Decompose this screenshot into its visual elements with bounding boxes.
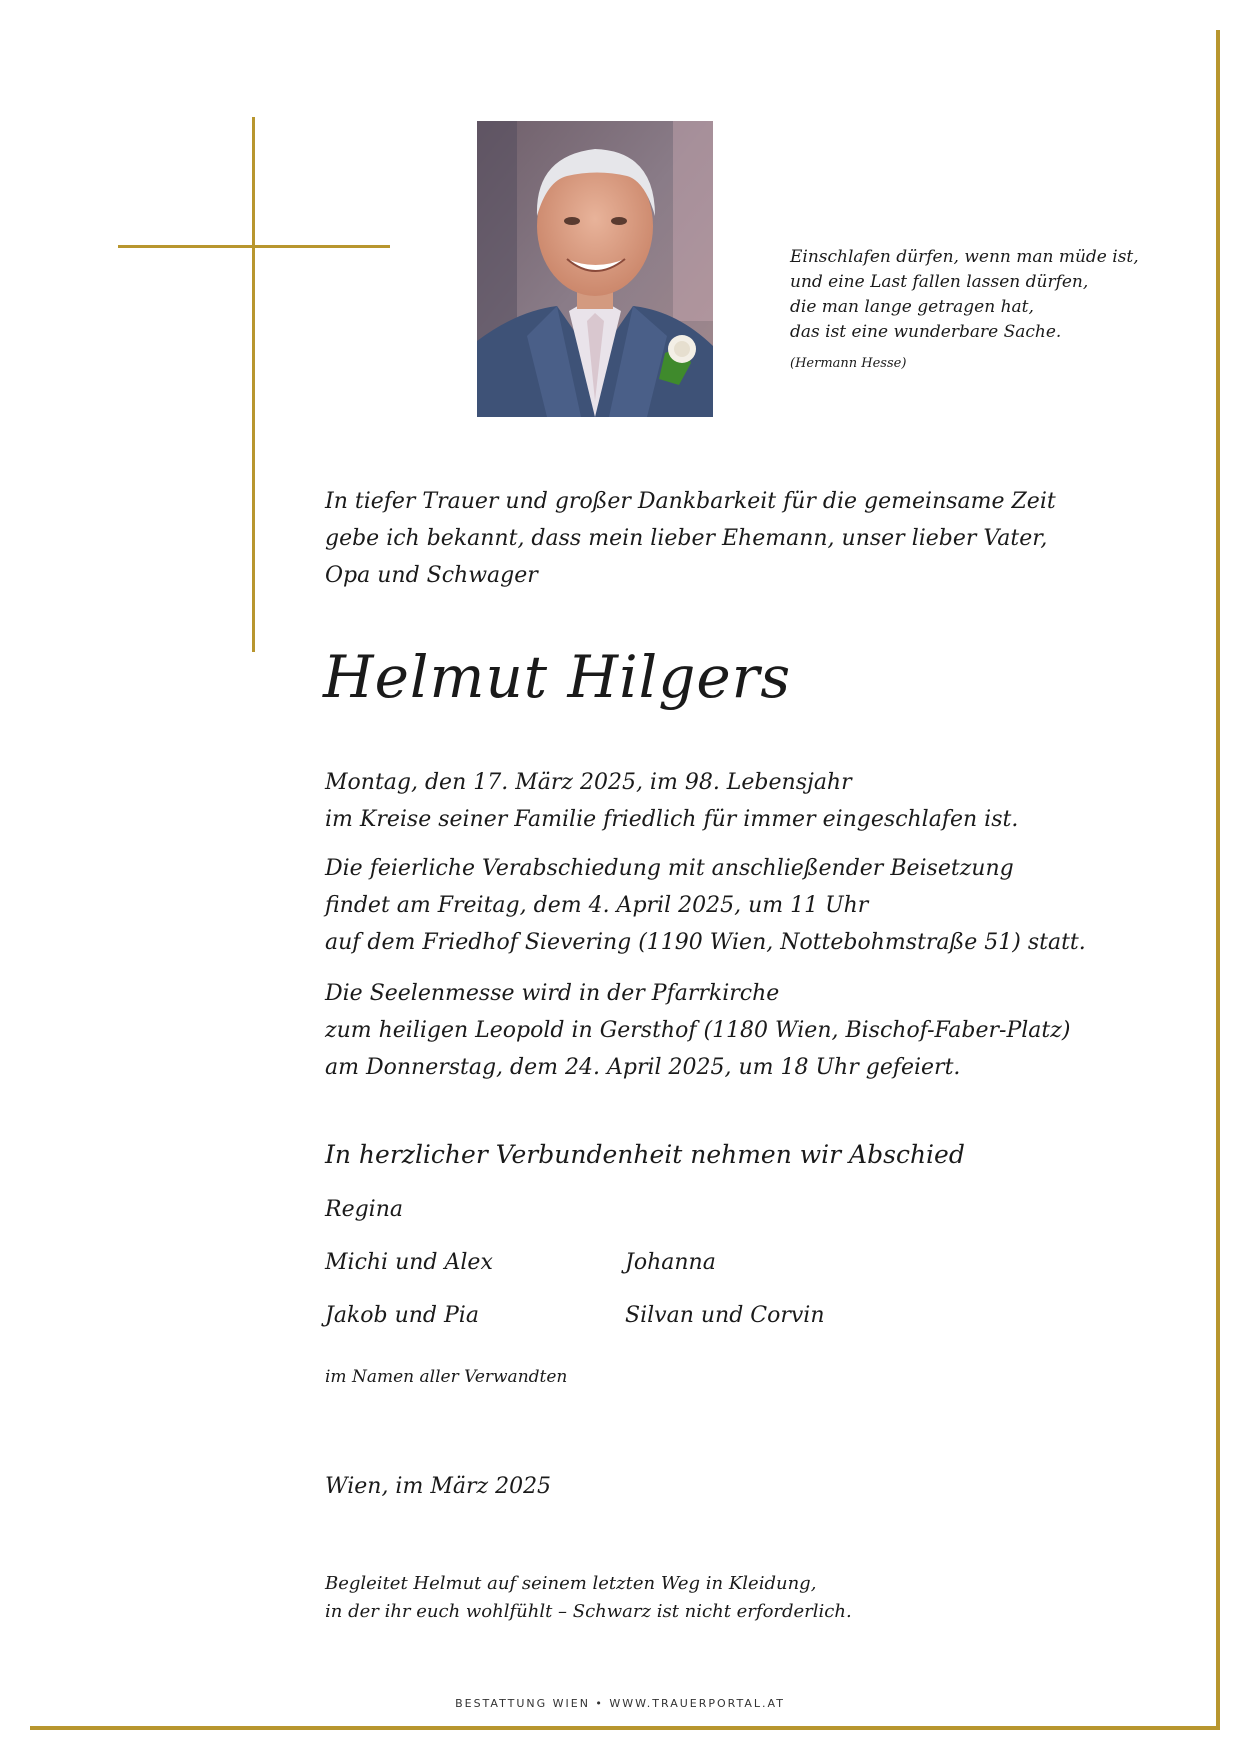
- dress-note-line: Begleitet Helmut auf seinem letzten Weg in Kleidung,: [325, 1573, 817, 1594]
- portrait-photo: [477, 121, 713, 417]
- mass-line: Die Seelenmesse wird in der Pfarrkirche: [325, 981, 780, 1006]
- mourner-name: Johanna: [625, 1250, 716, 1275]
- quote-author: (Hermann Hesse): [790, 356, 907, 371]
- mass-line: am Donnerstag, dem 24. April 2025, um 18 Uhr gefeiert.: [325, 1055, 961, 1080]
- quote-line: Einschlafen dürfen, wenn man müde ist,: [790, 247, 1139, 267]
- quote-line: das ist eine wunderbare Sache.: [790, 322, 1062, 342]
- quote-block: [790, 245, 1210, 376]
- intro-line: Opa und Schwager: [325, 563, 538, 588]
- ceremony-info: [325, 850, 1205, 961]
- mourner-name: Silvan und Corvin: [625, 1303, 825, 1328]
- ceremony-line: findet am Freitag, dem 4. April 2025, um 11 Uhr: [325, 893, 869, 918]
- quote-line: und eine Last fallen lassen dürfen,: [790, 272, 1089, 292]
- death-info-line: Montag, den 17. März 2025, im 98. Lebensjahr: [325, 770, 852, 795]
- mass-line: zum heiligen Leopold in Gersthof (1180 Wien, Bischof-Faber-Platz): [325, 1018, 1071, 1043]
- farewell-text: In herzlicher Verbundenheit nehmen wir Abschied: [325, 1140, 965, 1169]
- mass-info: [325, 975, 1205, 1086]
- dress-note-line: in der ihr euch wohlfühlt – Schwarz ist nicht erforderlich.: [325, 1601, 852, 1622]
- place-date: Wien, im März 2025: [325, 1474, 552, 1499]
- page-border-right: [1216, 30, 1220, 1730]
- death-info: [325, 764, 1205, 838]
- intro-text: [325, 483, 1205, 594]
- relatives-note: im Namen aller Verwandten: [325, 1367, 568, 1387]
- cross-icon-vertical: [252, 117, 255, 652]
- intro-line: gebe ich bekannt, dass mein lieber Ehemann, unser lieber Vater,: [325, 526, 1048, 551]
- cross-icon-horizontal: [118, 245, 390, 248]
- death-info-line: im Kreise seiner Familie friedlich für immer eingeschlafen ist.: [325, 807, 1019, 832]
- intro-line: In tiefer Trauer und großer Dankbarkeit für die gemeinsame Zeit: [325, 489, 1056, 514]
- mourner-name: Jakob und Pia: [325, 1303, 479, 1328]
- footer-text: BESTATTUNG WIEN • WWW.TRAUERPORTAL.AT: [455, 1697, 785, 1710]
- mourner-name: Michi und Alex: [325, 1250, 493, 1275]
- quote-line: die man lange getragen hat,: [790, 297, 1034, 317]
- mourner-name: Regina: [325, 1197, 403, 1222]
- ceremony-line: Die feierliche Verabschiedung mit anschließender Beisetzung: [325, 856, 1014, 881]
- page-border-bottom: [30, 1726, 1220, 1730]
- deceased-name: Helmut Hilgers: [323, 643, 792, 711]
- ceremony-line: auf dem Friedhof Sievering (1190 Wien, Nottebohmstraße 51) statt.: [325, 930, 1086, 955]
- dress-note: [325, 1570, 1205, 1626]
